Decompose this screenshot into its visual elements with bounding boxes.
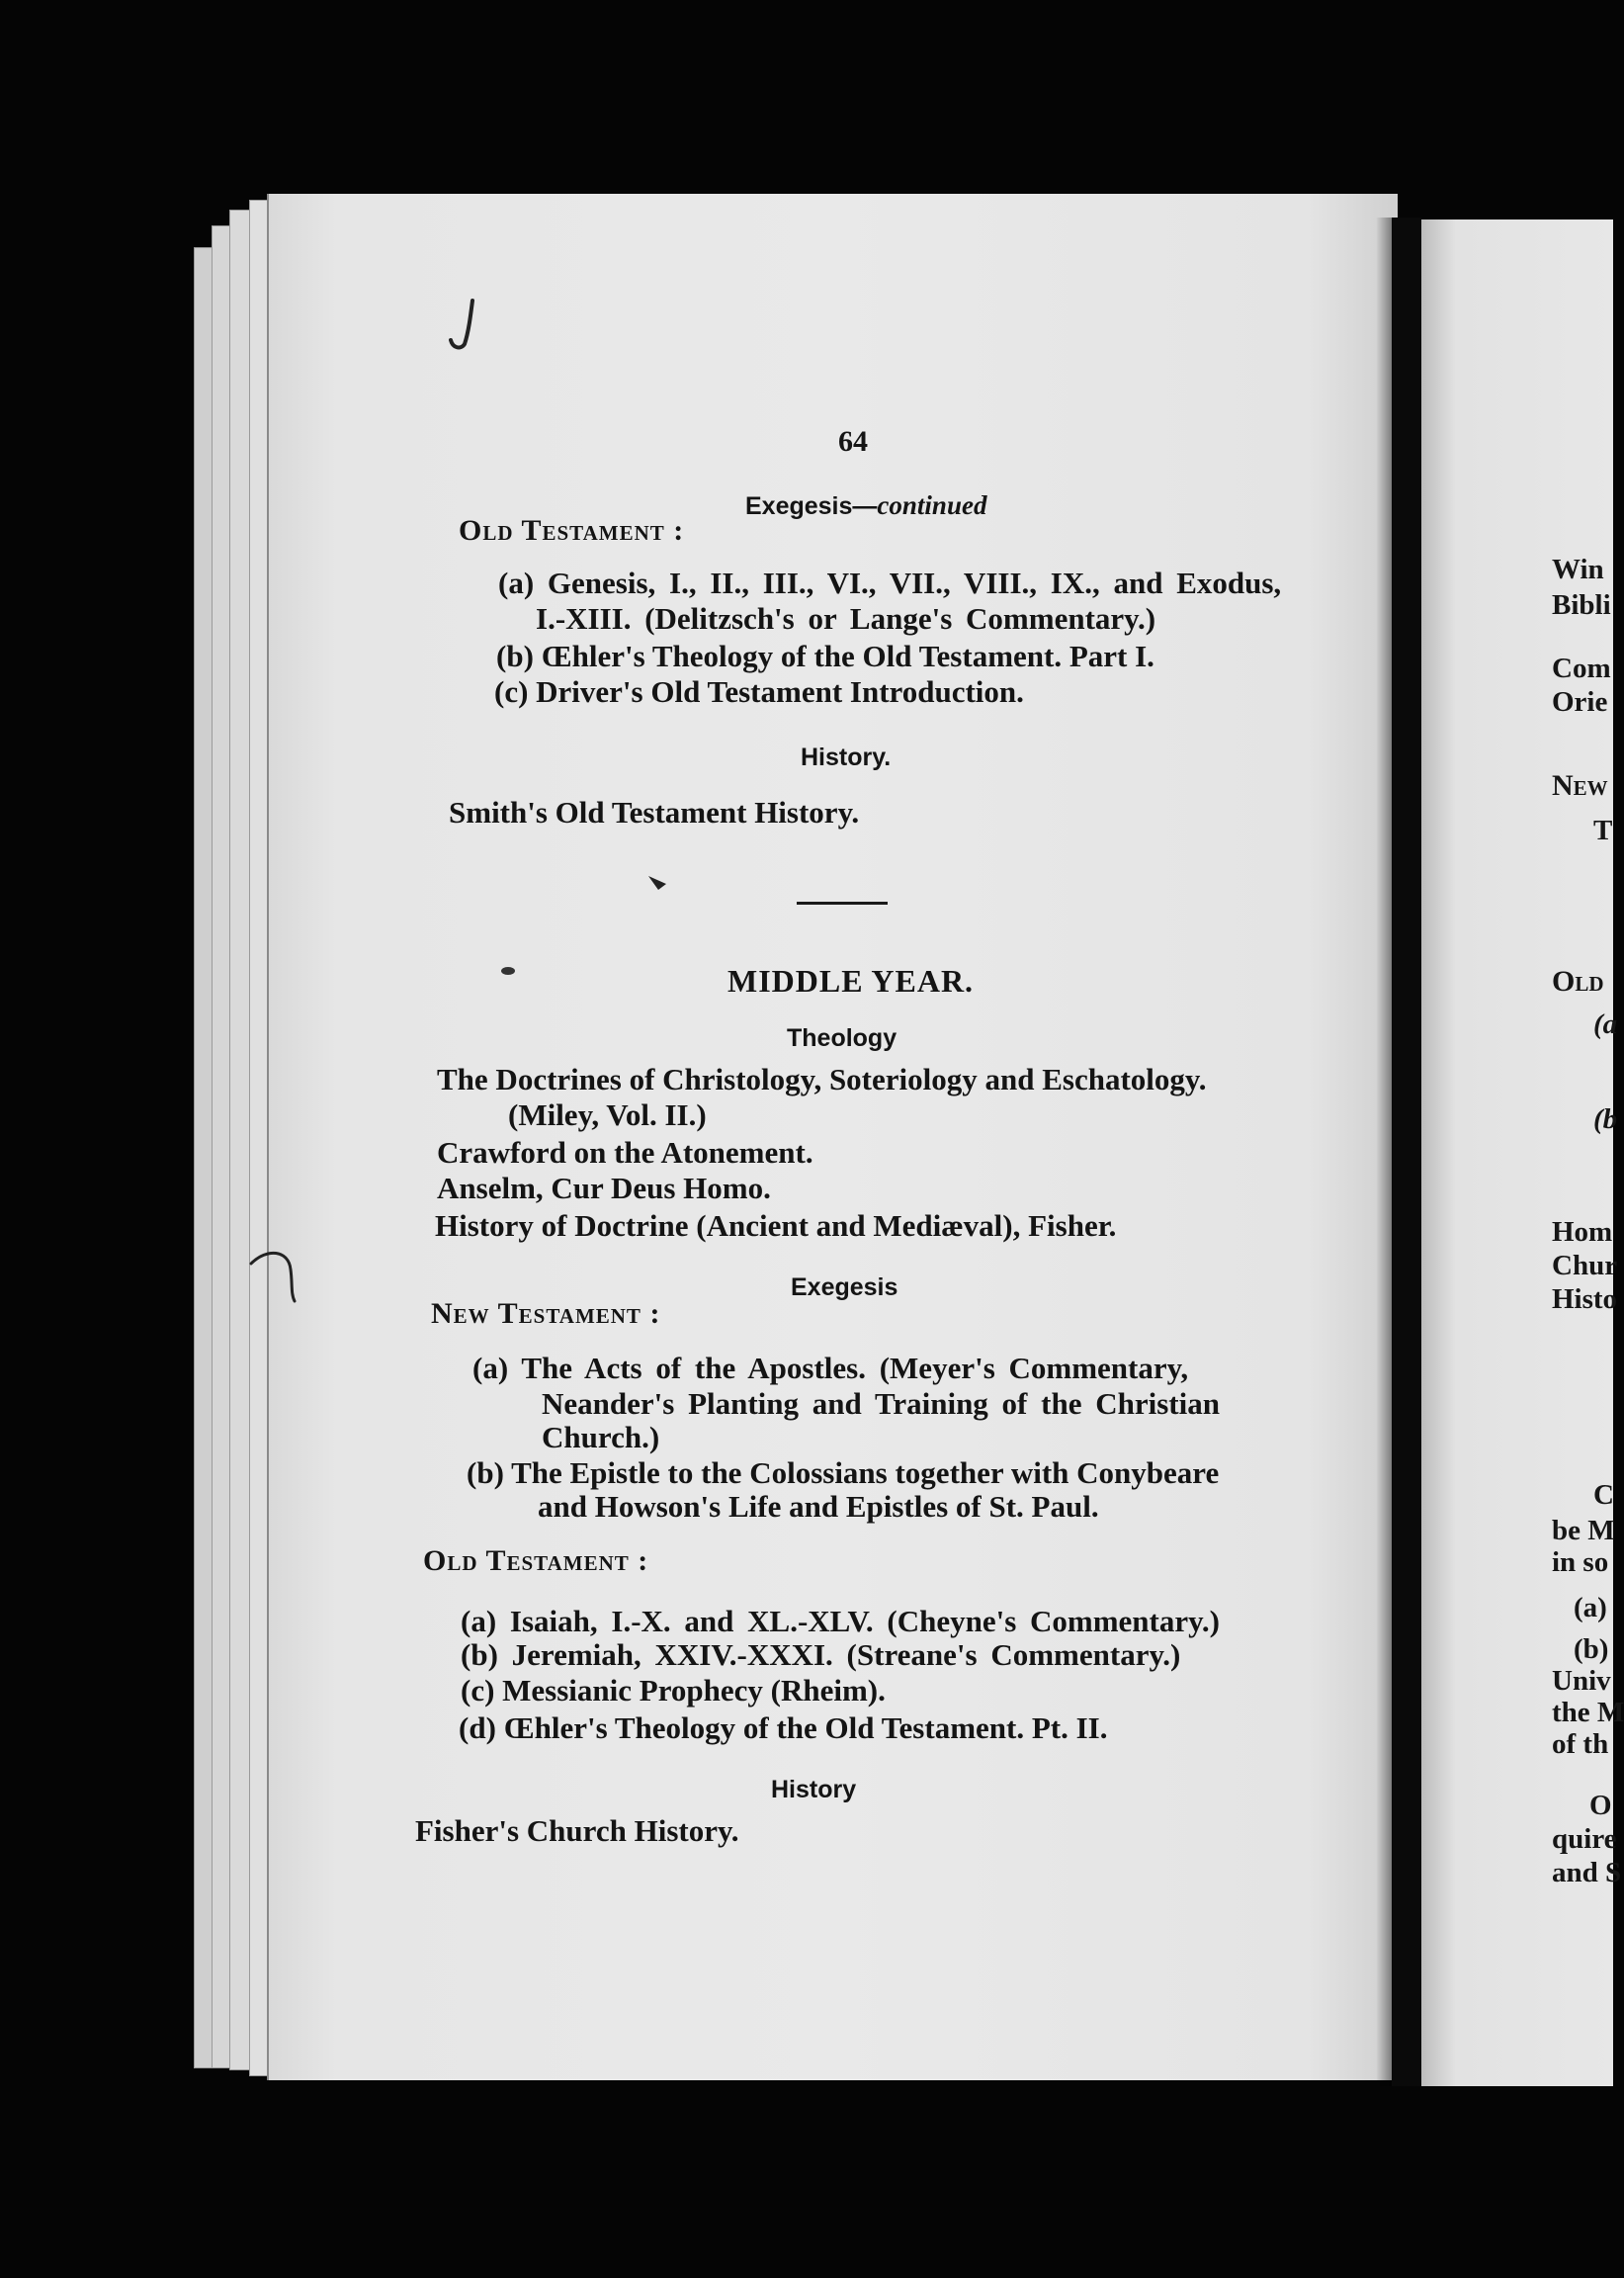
list-item: (c) Messianic Prophecy (Rheim). bbox=[461, 1673, 886, 1708]
list-item: Smith's Old Testament History. bbox=[449, 795, 860, 830]
list-item: (b) Œhler's Theology of the Old Testament. Part I. bbox=[496, 639, 1154, 673]
right-fragment: Univ bbox=[1552, 1665, 1611, 1697]
section-heading-exegesis: Exegesis bbox=[791, 1273, 898, 1301]
list-item: Crawford on the Atonement. bbox=[437, 1135, 813, 1170]
list-item: The Doctrines of Christology, Soteriology and Eschatology. bbox=[437, 1062, 1207, 1096]
list-item: (c) Driver's Old Testament Introduction. bbox=[494, 674, 1024, 709]
list-item: (Miley, Vol. II.) bbox=[508, 1097, 707, 1132]
list-item: (b) Jeremiah, XXIV.-XXXI. (Streane's Commentary.) bbox=[461, 1637, 1181, 1672]
right-fragment: C bbox=[1593, 1479, 1614, 1511]
pencil-bracket-mark-icon bbox=[247, 1246, 306, 1305]
old-testament-label: Old Testament : bbox=[423, 1544, 649, 1577]
new-testament-label: New Testament : bbox=[431, 1297, 661, 1330]
right-fragment: Com bbox=[1552, 653, 1611, 684]
section-divider bbox=[797, 902, 888, 905]
list-item: Neander's Planting and Training of the Christian bbox=[542, 1386, 1220, 1421]
right-fragment: (b) bbox=[1574, 1633, 1609, 1665]
list-item: I.-XIII. (Delitzsch's or Lange's Commentary.) bbox=[536, 601, 1156, 636]
middle-year-title: MIDDLE YEAR. bbox=[727, 963, 975, 999]
ink-blot-icon bbox=[500, 965, 516, 977]
right-fragment: (a) bbox=[1574, 1592, 1607, 1623]
ink-blot-icon bbox=[644, 872, 674, 902]
list-item: (a) Genesis, I., II., III., VI., VII., VIII., IX., and Exodus, bbox=[498, 566, 1282, 600]
list-item: (a) Isaiah, I.-X. and XL.-XLV. (Cheyne's Commentary.) bbox=[461, 1604, 1220, 1638]
list-item: (b) The Epistle to the Colossians together with Conybeare bbox=[467, 1455, 1220, 1490]
right-fragment: (a bbox=[1593, 1008, 1618, 1040]
list-item: and Howson's Life and Epistles of St. Paul. bbox=[538, 1489, 1099, 1524]
right-fragment: and S bbox=[1552, 1857, 1622, 1888]
right-fragment: in so bbox=[1552, 1546, 1609, 1578]
old-testament-label: Old Testament : bbox=[459, 514, 685, 547]
right-fragment: O bbox=[1589, 1790, 1612, 1821]
list-item: (a) The Acts of the Apostles. (Meyer's Commentary, bbox=[472, 1351, 1189, 1385]
list-item: History of Doctrine (Ancient and Mediæval), Fisher. bbox=[435, 1208, 1117, 1243]
right-fragment: T bbox=[1593, 815, 1613, 846]
right-fragment: Old bbox=[1552, 965, 1604, 998]
list-item: Fisher's Church History. bbox=[415, 1813, 739, 1848]
right-fragment: Bibli bbox=[1552, 589, 1611, 621]
right-fragment: the M bbox=[1552, 1697, 1624, 1728]
book-spine bbox=[1392, 218, 1421, 2086]
right-fragment: New bbox=[1552, 769, 1608, 802]
section-heading-exegesis-continued: Exegesis—continued bbox=[745, 490, 987, 520]
right-fragment: Hom bbox=[1552, 1216, 1613, 1248]
right-page bbox=[1421, 219, 1613, 2086]
right-fragment: of th bbox=[1552, 1728, 1609, 1760]
right-fragment: quire bbox=[1552, 1823, 1617, 1855]
list-item: Church.) bbox=[542, 1420, 660, 1454]
section-heading-theology: Theology bbox=[787, 1024, 897, 1052]
section-heading-history: History bbox=[771, 1776, 857, 1803]
right-fragment: Orie bbox=[1552, 686, 1608, 718]
right-fragment: Histo bbox=[1552, 1283, 1618, 1315]
right-fragment: Win bbox=[1552, 554, 1604, 585]
pencil-check-mark-icon bbox=[445, 297, 484, 356]
right-fragment: Chur bbox=[1552, 1250, 1618, 1281]
list-item: (d) Œhler's Theology of the Old Testament. Pt. II. bbox=[459, 1710, 1108, 1745]
page-number: 64 bbox=[838, 425, 868, 458]
right-fragment: be M bbox=[1552, 1515, 1615, 1546]
right-fragment: (b bbox=[1593, 1103, 1618, 1135]
section-heading-history: History. bbox=[801, 744, 892, 771]
list-item: Anselm, Cur Deus Homo. bbox=[437, 1171, 771, 1205]
